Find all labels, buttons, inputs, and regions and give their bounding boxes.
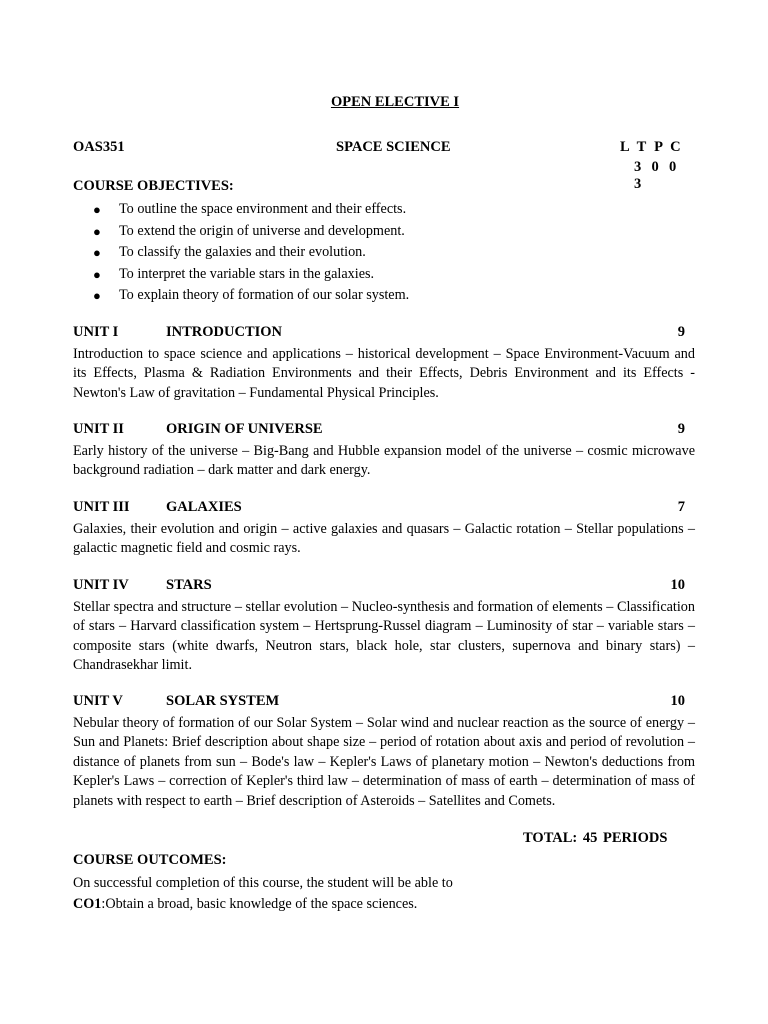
course-code: OAS351 [73, 139, 125, 155]
bullet-icon: ● [93, 266, 101, 282]
unit-title: SOLAR SYSTEM [166, 693, 280, 709]
unit-hours: 7 [677, 499, 685, 515]
page-title: OPEN ELECTIVE I [330, 94, 460, 110]
unit-title: STARS [166, 577, 212, 593]
unit-1-content: Introduction to space science and applications – historical development – Space Environment-Vacuum and its Effects, Plasma & Radiation Environments and their Effects, Debris Environment and its Effects - Newton's Law of gravitation – Fundamental Physical Principles. [73, 346, 695, 401]
ltpc-values: 3 0 0 3 [634, 159, 680, 192]
list-item: ● To explain theory of formation of our solar system. [73, 285, 409, 307]
ltpc-label: L T P C [620, 139, 683, 155]
unit-5-heading [73, 693, 695, 713]
total-periods: TOTAL: 45 PERIODS [523, 830, 668, 846]
bullet-icon: ● [93, 223, 101, 239]
objectives-list [73, 199, 409, 307]
objectives-heading: COURSE OBJECTIVES: [73, 178, 234, 194]
outcomes-heading: COURSE OUTCOMES: [73, 852, 227, 868]
outcomes-intro: On successful completion of this course, the student will be able to [73, 875, 453, 891]
unit-title: ORIGIN OF UNIVERSE [166, 421, 323, 437]
unit-number: UNIT IV [73, 577, 129, 593]
unit-title: INTRODUCTION [166, 324, 283, 340]
unit-2-heading [73, 421, 695, 441]
unit-2-content: Early history of the universe – Big-Bang and Hubble expansion model of the universe – cosmic microwave background radiation – dark matter and dark energy. [73, 443, 695, 479]
bullet-icon: ● [93, 245, 101, 260]
outcome-text: :Obtain a broad, basic knowledge of the space sciences. [101, 896, 418, 912]
unit-title: GALAXIES [166, 499, 242, 515]
outcome-item [73, 896, 417, 913]
bullet-icon: ● [93, 288, 101, 303]
unit-4-heading [73, 577, 695, 597]
bullet-icon: ● [93, 202, 101, 217]
list-item: ● To outline the space environment and their effects. [73, 199, 409, 221]
syllabus-page [73, 0, 695, 1024]
unit-number: UNIT V [73, 693, 123, 709]
unit-1-heading [73, 324, 695, 344]
unit-hours: 10 [670, 693, 685, 709]
list-item: ● To interpret the variable stars in the galaxies. [73, 264, 409, 286]
outcome-code: CO1 [73, 896, 102, 912]
list-item: ● To classify the galaxies and their evolution. [73, 242, 409, 264]
unit-number: UNIT II [73, 421, 124, 437]
unit-5-content: Nebular theory of formation of our Solar System – Solar wind and nuclear reaction as the source of energy – Sun and Planets: Brief description about shape size – period of rotation about axis and period of revolution – distance of planets from sun – Bode's law – Kepler's Laws of planetary motion – Newton's deductions from Kepler's Laws – correction of Kepler's third law – determination of mass of earth – determination of mass of planets with respect to earth – Brief description of Asteroids – Satellites and Comets. [73, 715, 695, 809]
list-item: ● To extend the origin of universe and development. [73, 221, 409, 243]
course-name: SPACE SCIENCE [336, 139, 451, 155]
course-header-row [73, 139, 695, 159]
unit-hours: 9 [677, 324, 685, 340]
unit-3-heading [73, 499, 695, 519]
unit-hours: 9 [677, 421, 685, 437]
unit-3-content: Galaxies, their evolution and origin – active galaxies and quasars – Galactic rotation – Stellar populations – galactic magnetic field and cosmic rays. [73, 521, 695, 557]
unit-hours: 10 [670, 577, 685, 593]
unit-4-content: Stellar spectra and structure – stellar evolution – Nucleo-synthesis and formation of elements – Classification of stars – Harvard classification system – Hertsprung-Russel diagram – Luminosity of star – variable stars – composite stars (white dwarfs, Neutron stars, black hole, star clusters, supernova and binary stars) – Chandrasekhar limit. [73, 599, 695, 674]
unit-number: UNIT I [73, 324, 119, 340]
unit-number: UNIT III [73, 499, 130, 515]
